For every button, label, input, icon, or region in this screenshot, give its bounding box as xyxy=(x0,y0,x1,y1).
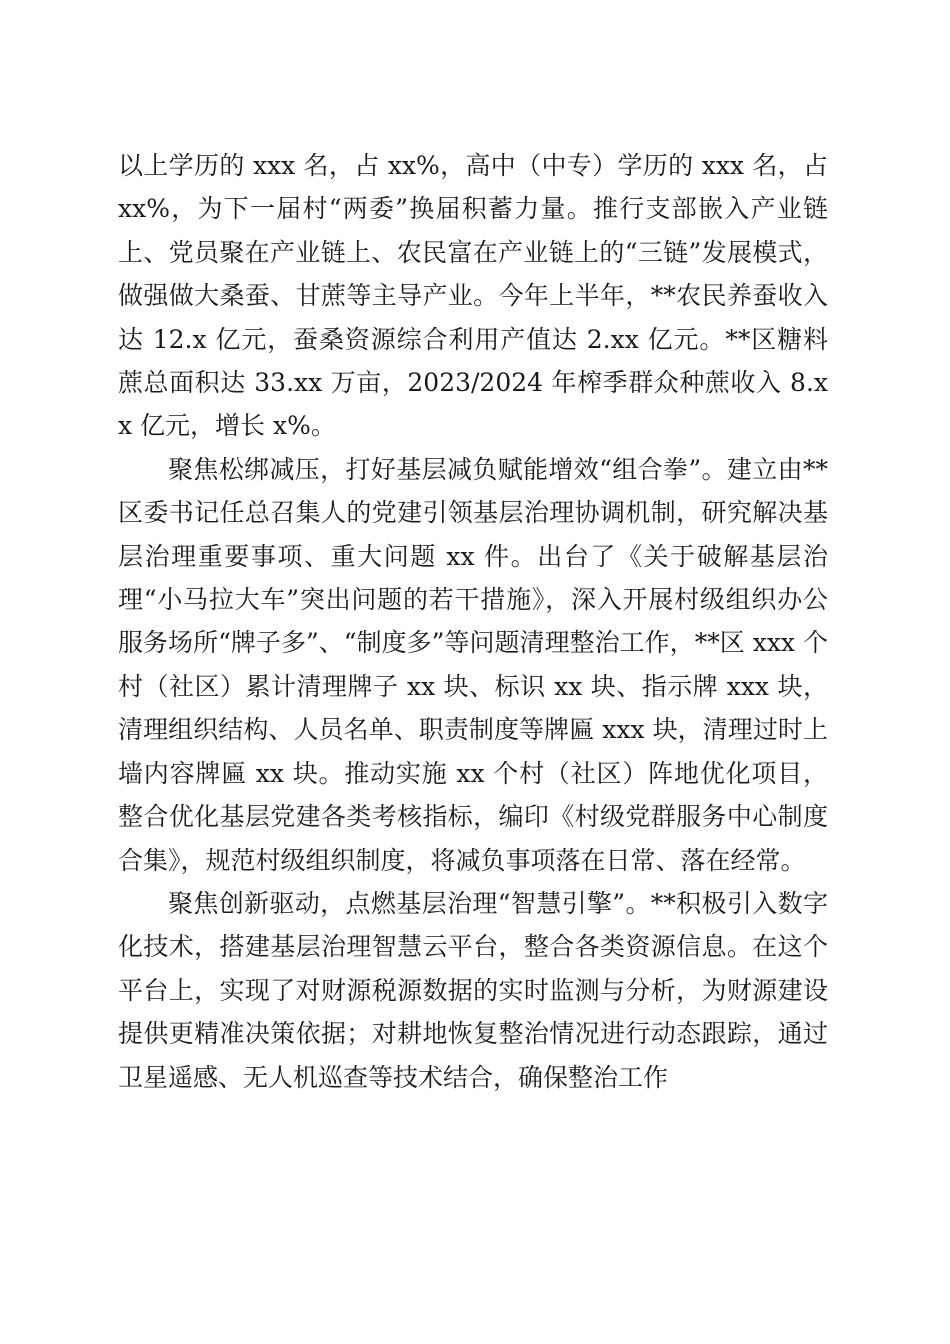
document-body xyxy=(118,144,828,1099)
paragraph-continuation: 以上学历的 xxx 名，占 xx%，高中（中专）学历的 xxx 名，占 xx%，为下一届村“两委”换届积蓄力量。推行支部嵌入产业链上、党员聚在产业链上、农民富在产业链上的“三链”发展模式，做强做大桑蚕、甘蔗等主导产业。今年上半年，**农民养蚕收入达 12.x 亿元，蚕桑资源综合利用产值达 2.xx 亿元。**区糖料蔗总面积达 33.xx 万亩，2023/2024 年榨季群众种蔗收入 8.xx 亿元，增长 x%。 xyxy=(118,151,828,441)
paragraph-smart-governance: 聚焦创新驱动，点燃基层治理“智慧引擎”。**积极引入数字化技术，搭建基层治理智慧云平台，整合各类资源信息。在这个平台上，实现了对财源税源数据的实时监测与分析，为财源建设提供更精准决策依据；对耕地恢复整治情况进行动态跟踪，通过卫星遥感、无人机巡查等技术结合，确保整治工作 xyxy=(118,888,828,1092)
paragraph-burden-reduction: 聚焦松绑减压，打好基层减负赋能增效“组合拳”。建立由**区委书记任总召集人的党建引领基层治理协调机制，研究解决基层治理重要事项、重大问题 xx 件。出台了《关于破解基层治理“小马拉大车”突出问题的若干措施》，深入开展村级组织办公服务场所“牌子多”、“制度多”等问题清理整治工作，**区 xxx 个村（社区）累计清理牌子 xx 块、标识 xx 块、指示牌 xxx 块，清理组织结构、人员名单、职责制度等牌匾 xxx 块，清理过时上墙内容牌匾 xx 块。推动实施 xx 个村（社区）阵地优化项目，整合优化基层党建各类考核指标，编印《村级党群服务中心制度合集》，规范村级组织制度，将减负事项落在日常、落在经常。 xyxy=(118,454,828,875)
